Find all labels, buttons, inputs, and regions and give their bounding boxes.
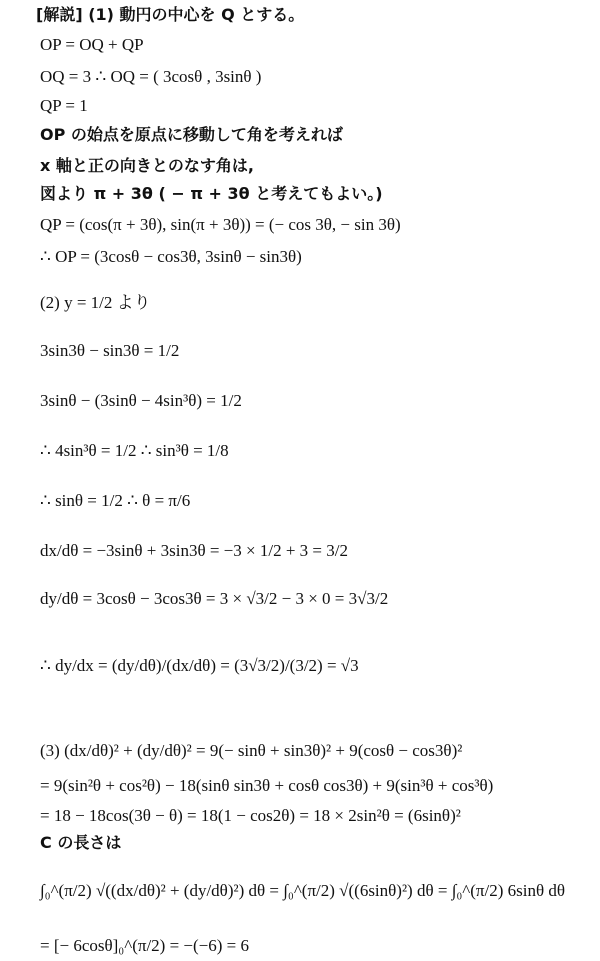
- solution-line: ∴ sinθ = 1/2 ∴ θ = π/6: [40, 491, 191, 510]
- solution-line: OP の始点を原点に移動して角を考えれば: [40, 125, 343, 144]
- solution-line: = [− 6cosθ]₀^(π/2) = −(−6) = 6: [40, 936, 250, 955]
- solution-line: x 軸と正の向きとのなす角は,: [40, 156, 254, 175]
- solution-line: = 9(sin²θ + cos²θ) − 18(sinθ sin3θ + cosθ cos3θ) + 9(sin³θ + cos³θ): [40, 776, 494, 795]
- solution-line: 図より π + 3θ ( − π + 3θ と考えてもよい。): [40, 184, 383, 203]
- solution-line: QP = (cos(π + 3θ), sin(π + 3θ)) = (− cos 3θ, − sin 3θ): [40, 215, 401, 234]
- solution-line: QP = 1: [40, 96, 88, 115]
- solution-line: dx/dθ = −3sinθ + 3sin3θ = −3 × 1/2 + 3 = 3/2: [40, 541, 348, 560]
- solution-line: ∫₀^(π/2) √((dx/dθ)² + (dy/dθ)²) dθ = ∫₀^(π/2) √((6sinθ)²) dθ = ∫₀^(π/2) 6sinθ dθ: [40, 881, 566, 900]
- solution-line: C の長さは: [40, 833, 122, 852]
- solution-line: (3) (dx/dθ)² + (dy/dθ)² = 9(− sinθ + sin3θ)² + 9(cosθ − cos3θ)²: [40, 741, 463, 760]
- solution-line: dy/dθ = 3cosθ − 3cos3θ = 3 × √3/2 − 3 × 0 = 3√3/2: [40, 589, 389, 608]
- solution-line: OQ = 3 ∴ OQ = ( 3cosθ , 3sinθ ): [40, 67, 262, 86]
- solution-line: (2) y = 1/2 より: [40, 293, 151, 312]
- solution-line: ∴ OP = (3cosθ − cos3θ, 3sinθ − sin3θ): [40, 247, 302, 266]
- solution-line: [解説] (1) 動円の中心を Q とする。: [36, 5, 305, 24]
- solution-line: ∴ 4sin³θ = 1/2 ∴ sin³θ = 1/8: [40, 441, 229, 460]
- solution-line: 3sinθ − (3sinθ − 4sin³θ) = 1/2: [40, 391, 242, 410]
- solution-line: ∴ dy/dx = (dy/dθ)/(dx/dθ) = (3√3/2)/(3/2) = √3: [40, 656, 359, 675]
- solution-line: 3sin3θ − sin3θ = 1/2: [40, 341, 180, 360]
- solution-line: OP = OQ + QP: [40, 35, 144, 54]
- solution-line: = 18 − 18cos(3θ − θ) = 18(1 − cos2θ) = 18 × 2sin²θ = (6sinθ)²: [40, 806, 461, 825]
